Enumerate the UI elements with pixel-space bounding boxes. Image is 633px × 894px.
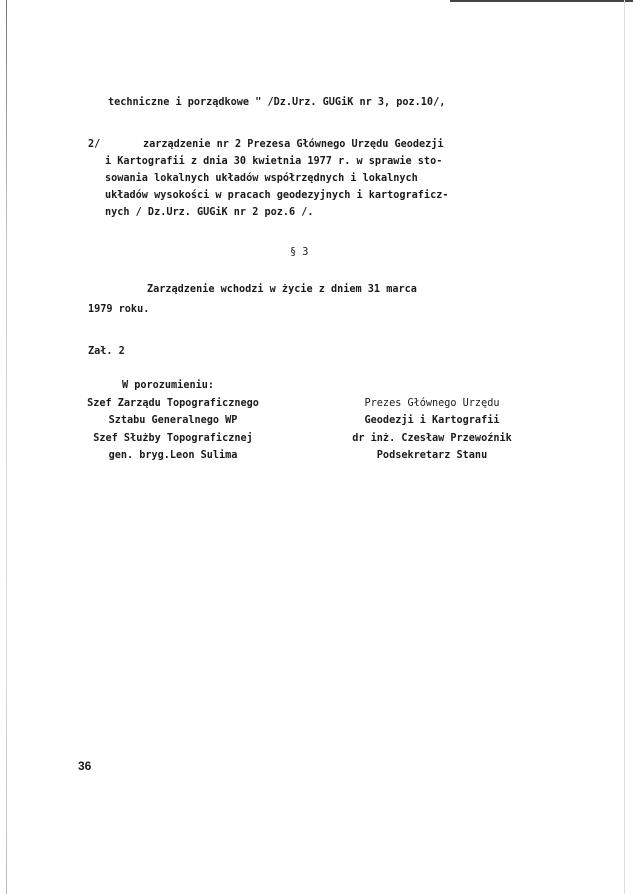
text-line: układów wysokości w pracach geodezyjnych i kartograficz- xyxy=(105,190,449,201)
item-number: 2/ xyxy=(88,139,101,150)
scan-right-edge xyxy=(624,0,625,894)
agreement-heading: W porozumieniu: xyxy=(121,380,214,391)
signature-line: Geodezji i Kartografii xyxy=(364,415,500,426)
section-heading: § 3 xyxy=(290,247,309,258)
signature-line: dr inż. Czesław Przewoźnik xyxy=(352,433,512,444)
signature-line: Szef Służby Topograficznej xyxy=(93,433,253,444)
signature-line: Prezes Głównego Urzędu xyxy=(364,398,500,409)
attachment-label: Zał. 2 xyxy=(88,346,125,357)
text-line: techniczne i porządkowe " /Dz.Urz. GUGiK nr 3, poz.10/, xyxy=(108,97,446,108)
signature-line: gen. bryg.Leon Sulima xyxy=(108,450,238,461)
scan-top-line xyxy=(450,0,633,2)
signature-line: Szef Zarządu Topograficznego xyxy=(87,398,259,409)
signature-line: Sztabu Generalnego WP xyxy=(108,415,238,426)
text-line: i Kartografii z dnia 30 kwietnia 1977 r. w sprawie sto- xyxy=(105,156,443,167)
text-line: sowania lokalnych układów współrzędnych i lokalnych xyxy=(105,173,418,184)
text-line: 1979 roku. xyxy=(88,304,150,315)
text-line: nych / Dz.Urz. GUGiK nr 2 poz.6 /. xyxy=(105,207,314,218)
signature-line: Podsekretarz Stanu xyxy=(376,450,488,461)
text-line: zarządzenie nr 2 Prezesa Głównego Urzędu Geodezji xyxy=(143,139,444,150)
scan-edge xyxy=(6,0,7,894)
page-number: 36 xyxy=(78,759,92,773)
text-line: Zarządzenie wchodzi w życie z dniem 31 marca xyxy=(147,284,417,295)
